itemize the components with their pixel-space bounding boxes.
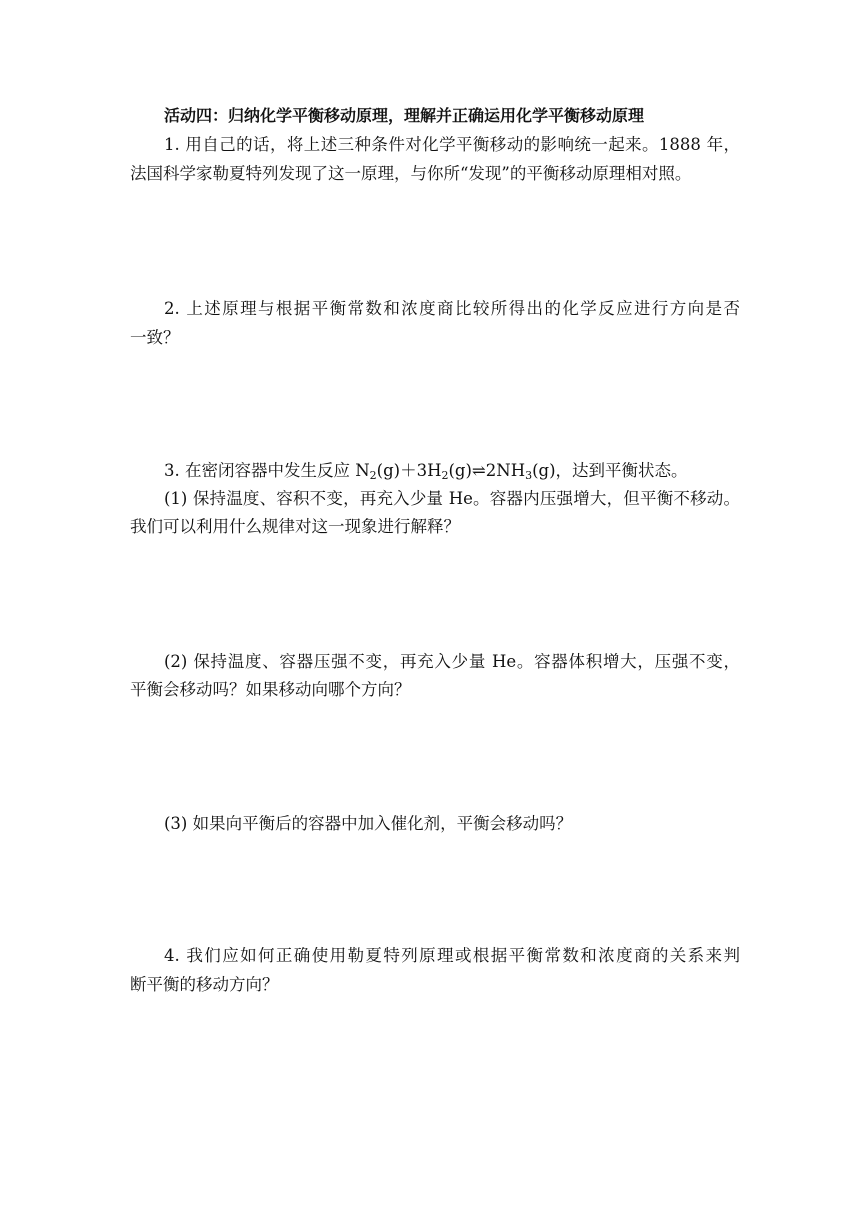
n2-subscript: 2	[369, 469, 377, 482]
question-1-line-2: 法国科学家勒夏特列发现了这一原理，与你所“发现”的平衡移动原理相对照。	[130, 164, 692, 183]
h2-subscript: 2	[441, 469, 449, 482]
question-3-3-line-1: (3) 如果向平衡后的容器中加入催化剂，平衡会移动吗？	[164, 814, 573, 833]
question-3-suffix: (g)，达到平衡状态。	[532, 461, 688, 480]
question-2-line-2: 一致？	[130, 328, 180, 347]
question-3-1-line-2: 我们可以利用什么规律对这一现象进行解释？	[130, 517, 460, 536]
question-1-line-1: 1. 用自己的话，将上述三种条件对化学平衡移动的影响统一起来。1888 年，	[164, 135, 740, 154]
question-3-mid-2: (g)⇌2NH	[448, 461, 526, 480]
question-3-1-line-1: (1) 保持温度、容积不变，再充入少量 He。容器内压强增大，但平衡不移动。	[164, 489, 740, 508]
question-2-line-1: 2. 上述原理与根据平衡常数和浓度商比较所得出的化学反应进行方向是否	[164, 299, 740, 318]
question-3-2-line-1: (2) 保持温度、容器压强不变，再充入少量 He。容器体积增大，压强不变，	[164, 652, 740, 671]
nh3-subscript: 3	[525, 469, 533, 482]
activity-heading: 活动四：归纳化学平衡移动原理，理解并正确运用化学平衡移动原理	[164, 106, 645, 125]
question-4-line-2: 断平衡的移动方向？	[130, 975, 279, 994]
question-3-prefix: 3. 在密闭容器中发生反应 N	[164, 461, 370, 480]
question-3-2-line-2: 平衡会移动吗？如果移动向哪个方向？	[130, 680, 411, 699]
question-3-line-1	[164, 460, 740, 482]
question-3-mid-1: (g)＋3H	[376, 461, 442, 480]
question-4-line-1: 4. 我们应如何正确使用勒夏特列原理或根据平衡常数和浓度商的关系来判	[164, 946, 740, 965]
